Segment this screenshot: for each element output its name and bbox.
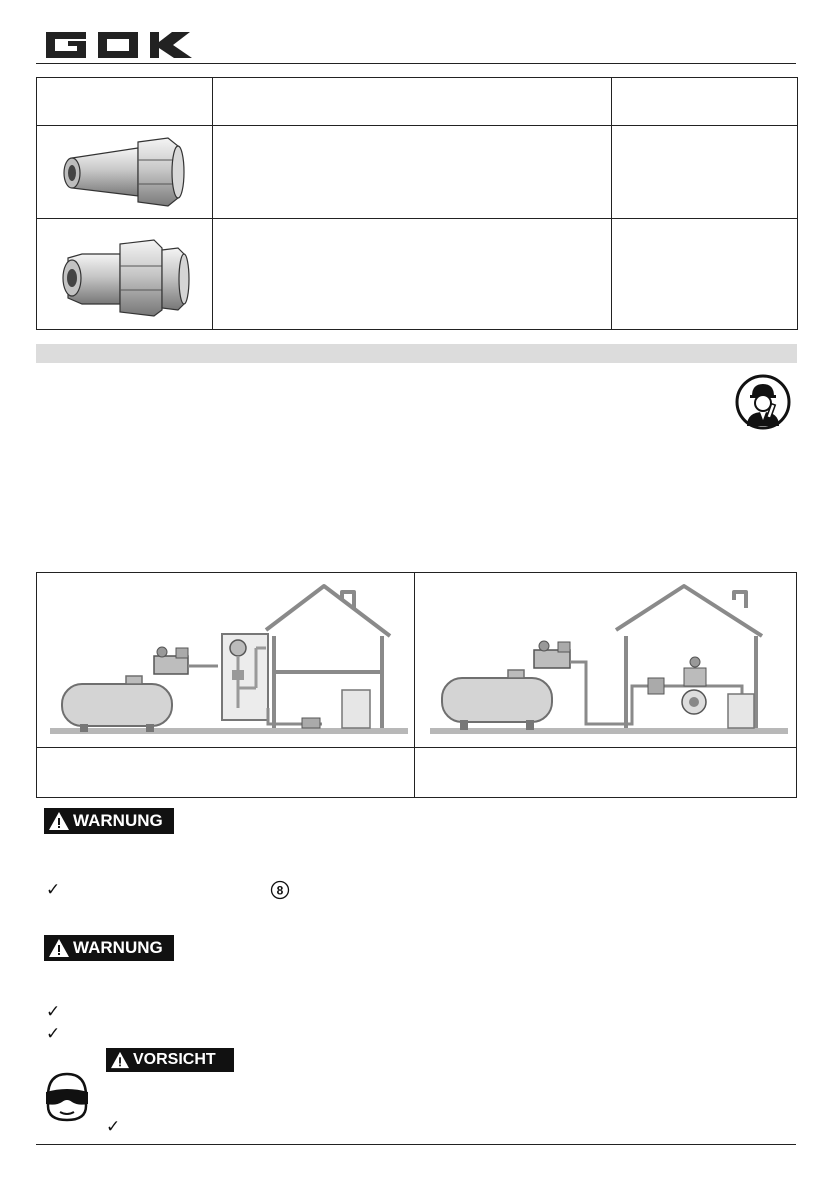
check-mark: ✓ [46, 880, 61, 899]
reference-number: 8 [276, 883, 284, 898]
caution-label: VORSICHT [133, 1051, 216, 1068]
installation-inside-house-diagram [422, 578, 792, 742]
gok-logo [46, 32, 194, 58]
table-header-row [37, 78, 798, 126]
check-mark: ✓ [46, 1024, 61, 1043]
caption-rule [36, 747, 797, 748]
table-row [37, 219, 798, 330]
header-rule [36, 63, 796, 64]
warning-triangle-icon [48, 811, 70, 831]
table-header-image [37, 78, 213, 126]
installation-outside-cabinet-diagram [42, 578, 410, 742]
footer-rule [36, 1144, 796, 1145]
table-cell-part-number [612, 219, 798, 330]
warning-triangle-icon [110, 1051, 130, 1069]
parts-table [36, 77, 798, 330]
warning-signal-1 [44, 808, 174, 834]
table-cell-part-number [612, 126, 798, 219]
straight-screw-fitting-image [50, 130, 200, 210]
warning-signal-2 [44, 935, 174, 961]
caution-signal [106, 1048, 234, 1072]
table-cell-image [37, 126, 213, 219]
union-screw-fitting-image [50, 222, 200, 322]
check-mark: ✓ [46, 1002, 61, 1021]
warning-triangle-icon [48, 938, 70, 958]
warning-label: WARNUNG [73, 811, 163, 830]
table-cell-image [37, 219, 213, 330]
check-mark: ✓ [106, 1117, 121, 1136]
circled-number-icon [270, 880, 290, 900]
table-cell-description [213, 126, 612, 219]
safety-goggles-icon [44, 1072, 90, 1122]
diagram-divider [414, 572, 415, 798]
technician-icon [735, 374, 791, 430]
table-header-part-number [612, 78, 798, 126]
section-heading-bar [36, 344, 797, 363]
table-row [37, 126, 798, 219]
warning-label: WARNUNG [73, 938, 163, 957]
table-cell-description [213, 219, 612, 330]
table-header-description [213, 78, 612, 126]
